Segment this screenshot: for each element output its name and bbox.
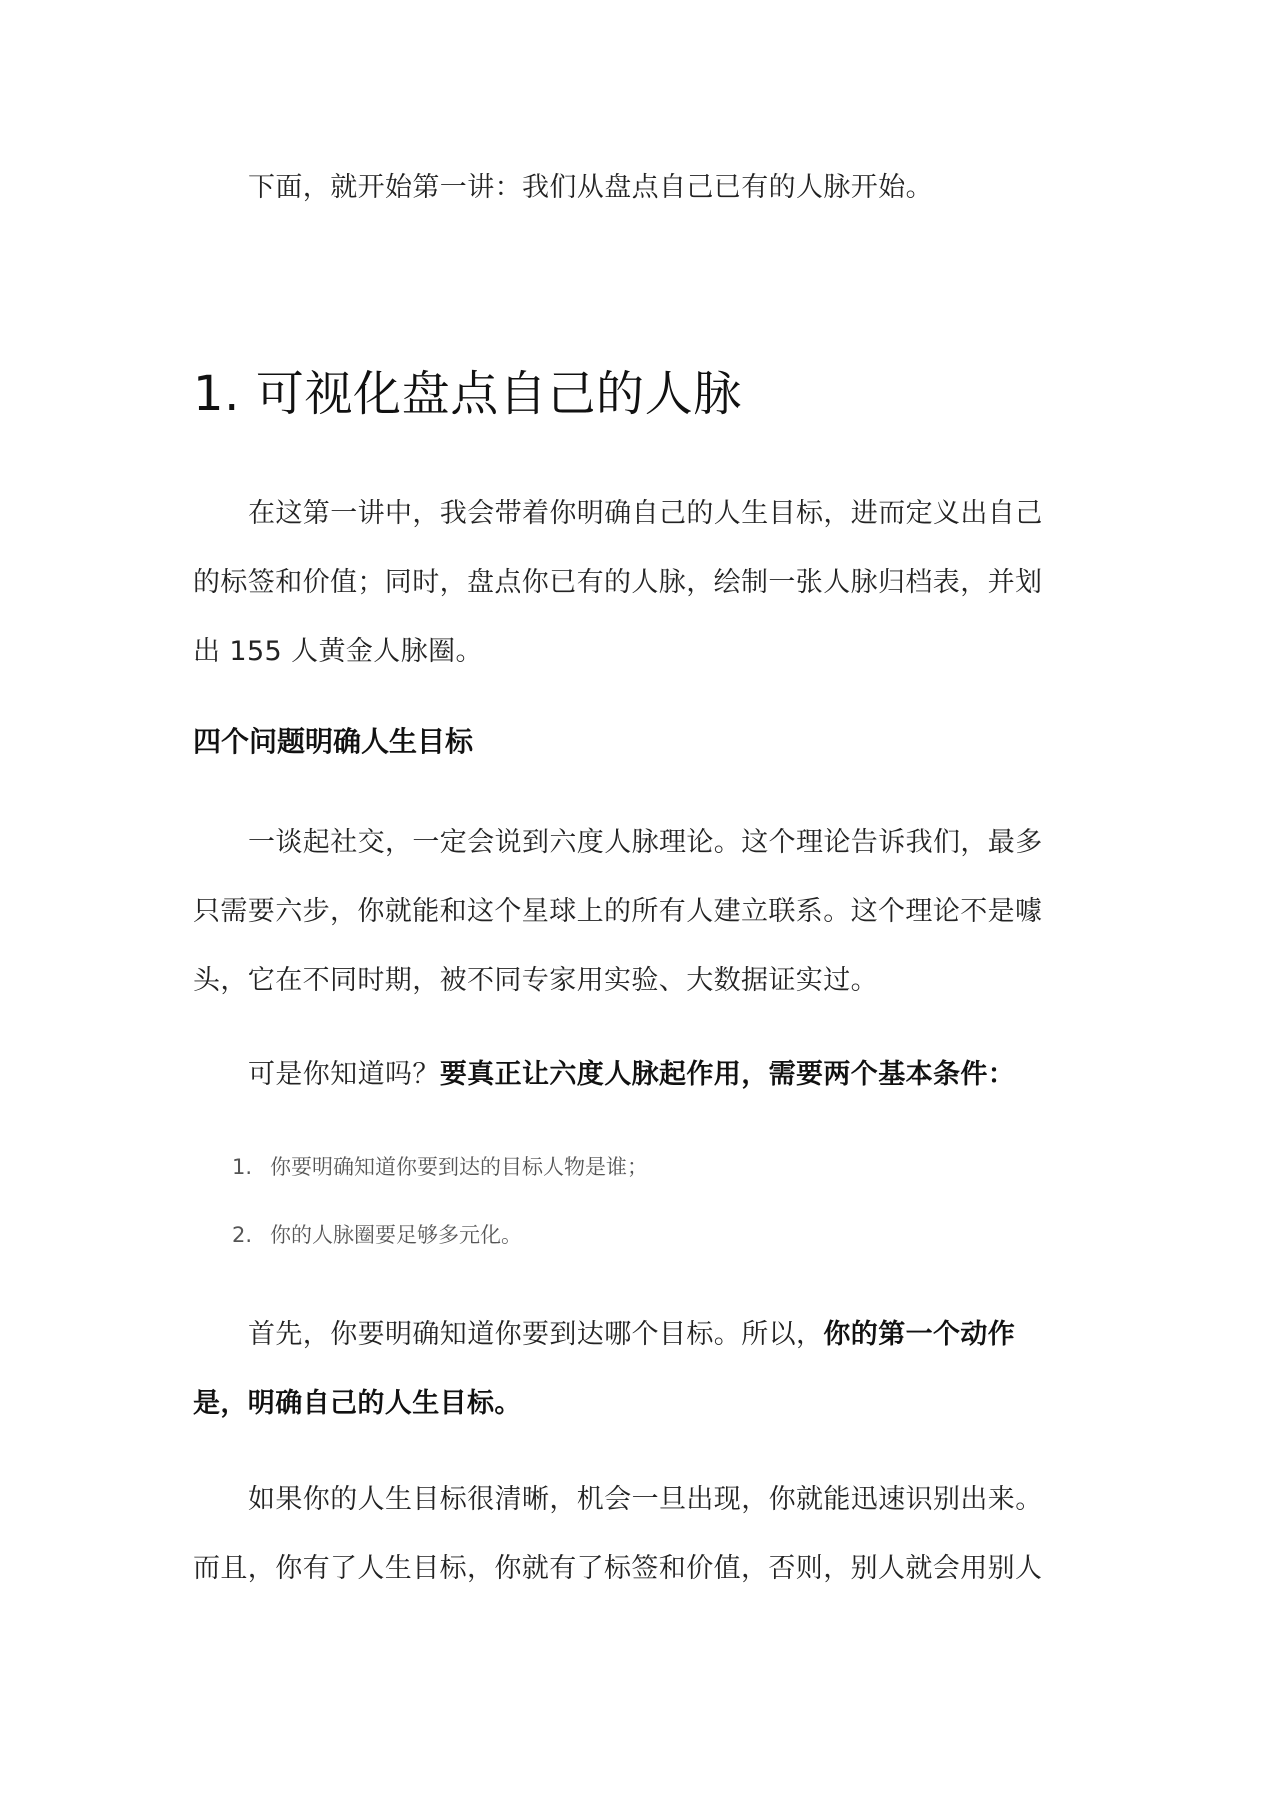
question-bold-text: 要真正让六度人脉起作用，需要两个基本条件： — [439, 1059, 1016, 1090]
section-title: 1. 可视化盘点自己的人脉 — [193, 366, 742, 422]
section-intro-paragraph: 在这第一讲中，我会带着你明确自己的人生目标，进而定义出自己的标签和价值；同时，盘点你已有的人脉，绘制一张人脉归档表，并划出 155 人黄金人脉圈。 — [193, 498, 1043, 667]
first-action-paragraph — [193, 1300, 1063, 1438]
last-paragraph: 如果你的人生目标很清晰，机会一旦出现，你就能迅速识别出来。而且，你有了人生目标，你就有了标签和价值，否则，别人就会用别人 — [193, 1484, 1043, 1584]
list-item — [232, 1133, 648, 1201]
question-plain-text: 可是你知道吗？ — [248, 1059, 440, 1090]
conditions-list — [232, 1133, 648, 1269]
list-item-number: 1. — [232, 1155, 253, 1179]
list-item-number: 2. — [232, 1223, 253, 1247]
first-action-plain-text: 首先，你要明确知道你要到达哪个目标。所以， — [248, 1319, 824, 1350]
question-paragraph — [193, 1040, 1063, 1109]
theory-paragraph: 一谈起社交，一定会说到六度人脉理论。这个理论告诉我们，最多只需要六步，你就能和这个星球上的所有人建立联系。这个理论不是噱头，它在不同时期，被不同专家用实验、大数据证实过。 — [193, 827, 1043, 996]
first-action-bold-text: 你的第一个动作是，明确自己的人生目标。 — [193, 1319, 1016, 1419]
subsection-title: 四个问题明确人生目标 — [193, 725, 474, 758]
list-item — [232, 1201, 648, 1269]
list-item-text: 你的人脉圈要足够多元化。 — [270, 1223, 522, 1247]
intro-paragraph: 下面，就开始第一讲：我们从盘点自己已有的人脉开始。 — [248, 172, 933, 203]
list-item-text: 你要明确知道你要到达的目标人物是谁； — [270, 1155, 648, 1179]
